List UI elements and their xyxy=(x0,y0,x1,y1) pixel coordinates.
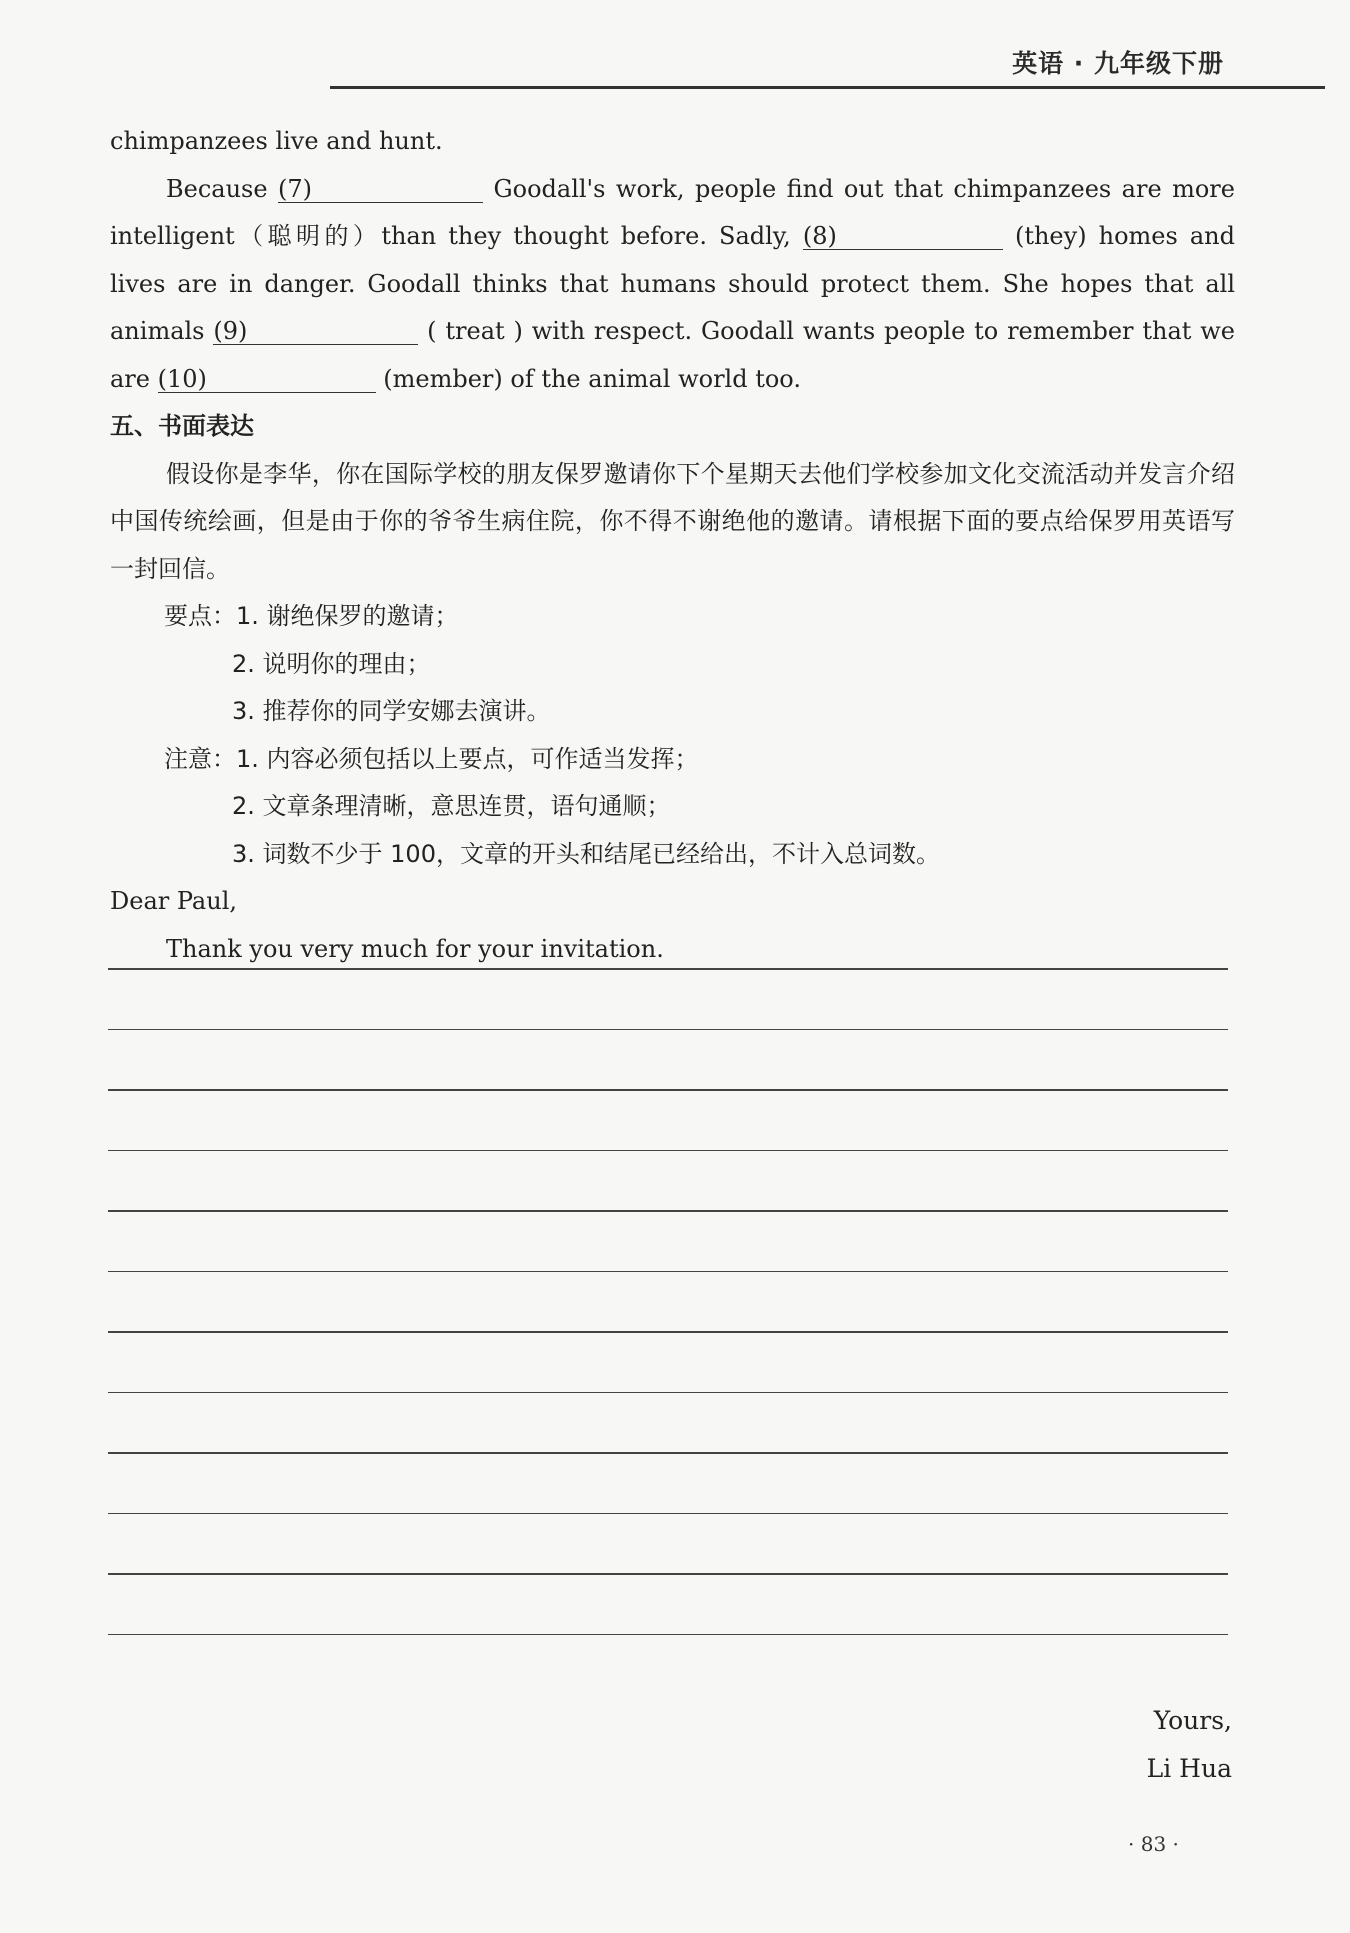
writing-line[interactable] xyxy=(108,1029,1228,1031)
letter-closing xyxy=(1147,1697,1232,1793)
writing-line[interactable] xyxy=(108,1150,1228,1152)
point-item: 3. 推荐你的同学安娜去演讲。 xyxy=(232,697,551,725)
page-number: · 83 · xyxy=(1128,1832,1179,1856)
header-rule xyxy=(330,86,1325,89)
note-item: 3. 词数不少于 100，文章的开头和结尾已经给出，不计入总词数。 xyxy=(232,839,940,868)
points-row xyxy=(110,593,1235,641)
page-content xyxy=(110,118,1235,973)
blank-8-field[interactable]: (8) xyxy=(803,223,1003,250)
writing-line[interactable] xyxy=(108,968,1228,970)
signature: Li Hua xyxy=(1146,1754,1232,1783)
writing-line[interactable] xyxy=(108,1634,1228,1636)
writing-area[interactable] xyxy=(108,968,1233,1694)
point-item: 1. 谢绝保罗的邀请； xyxy=(236,602,459,630)
blank-9-field[interactable]: (9) xyxy=(213,318,418,345)
passage-text: Because xyxy=(166,174,268,203)
notes-row xyxy=(110,736,1235,784)
page-header xyxy=(0,0,1350,90)
writing-line[interactable] xyxy=(108,1573,1228,1575)
writing-line[interactable] xyxy=(108,1513,1228,1515)
writing-line[interactable] xyxy=(108,1331,1228,1333)
closing-phrase: Yours, xyxy=(1153,1706,1232,1735)
passage-paragraph xyxy=(110,166,1235,404)
blank-7-field[interactable]: (7) xyxy=(278,176,483,203)
passage-text: (they) homes and lives are in danger. Goodall thinks that humans should protect them. She hopes that all animals xyxy=(110,222,1236,345)
writing-line[interactable] xyxy=(108,1271,1228,1273)
note-item: 2. 文章条理清晰，意思连贯，语句通顺； xyxy=(232,792,671,820)
passage-text: (member) of the animal world too. xyxy=(375,364,801,393)
passage-continued-line: chimpanzees live and hunt. xyxy=(110,127,443,155)
blank-10-field[interactable]: (10) xyxy=(158,366,376,393)
letter-opening: Thank you very much for your invitation. xyxy=(166,934,664,963)
notes-label: 注意： xyxy=(164,744,236,773)
letter-salutation: Dear Paul, xyxy=(110,887,237,915)
writing-line[interactable] xyxy=(108,1089,1228,1091)
book-title: 英语 · 九年级下册 xyxy=(1012,49,1224,78)
point-item: 2. 说明你的理由； xyxy=(232,649,431,678)
writing-prompt: 假设你是李华，你在国际学校的朋友保罗邀请你下个星期天去他们学校参加文化交流活动并发言介绍中国传统绘画，但是由于你的爷爷生病住院，你不得不谢绝他的邀请。请根据下面的要点给保罗用英语写一封回信。 xyxy=(110,459,1235,583)
note-item: 1. 内容必须包括以上要点，可作适当发挥； xyxy=(236,744,699,773)
writing-line[interactable] xyxy=(108,1452,1228,1454)
passage-text: ( treat ) with respect. Goodall wants people to remember that we are xyxy=(110,317,1235,393)
points-label: 要点： xyxy=(164,602,236,630)
section-title: 五、书面表达 xyxy=(110,412,254,440)
passage-text: Goodall's work, people find out that chimpanzees are more intelligent（聪明的）than they thought before. Sadly, xyxy=(110,174,1235,250)
writing-line[interactable] xyxy=(108,1392,1228,1394)
writing-line[interactable] xyxy=(108,1210,1228,1212)
